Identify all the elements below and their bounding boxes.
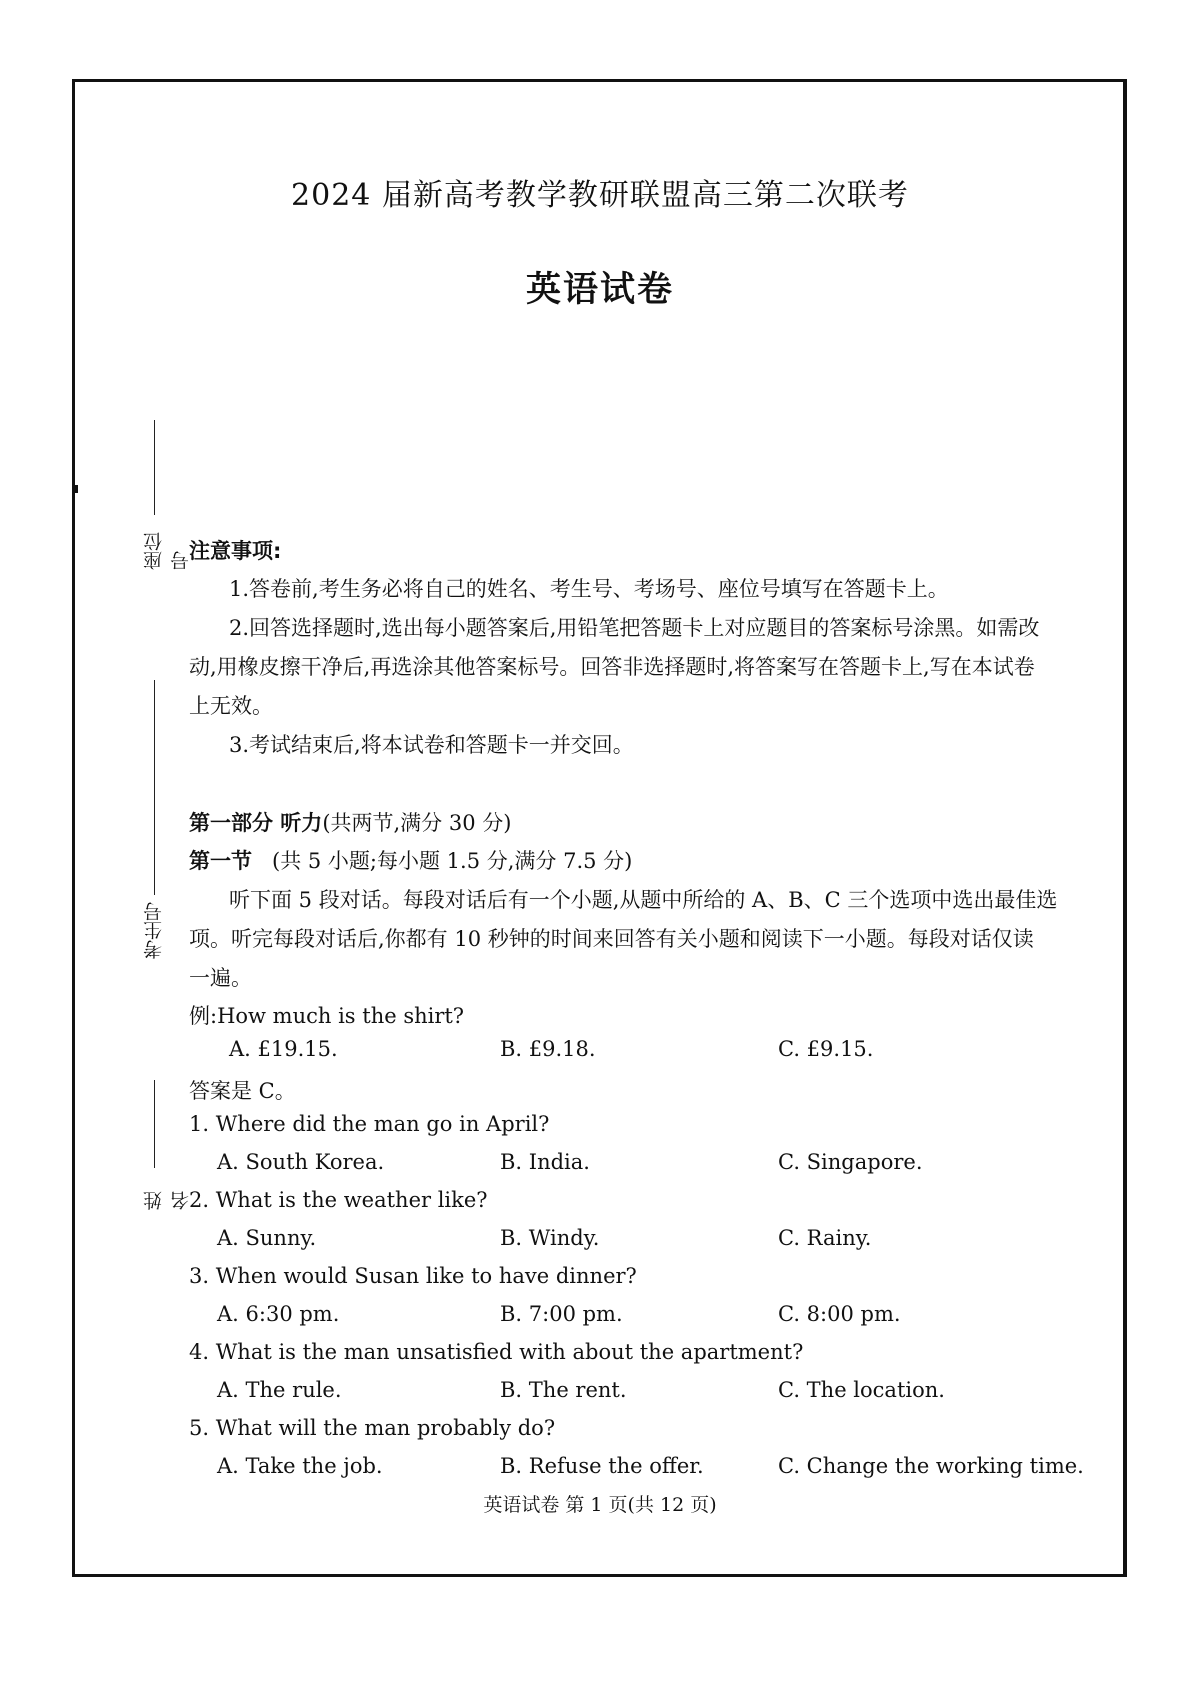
exam-number-line	[154, 680, 155, 895]
q4-option-a: A. The rule.	[217, 1378, 342, 1402]
question-4: 4. What is the man unsatisfied with about the apartment?	[189, 1340, 804, 1364]
notice-item-1: 1.答卷前,考生务必将自己的姓名、考生号、考场号、座位号填写在答题卡上。	[229, 577, 949, 601]
section-1-score: (共 5 小题;每小题 1.5 分,满分 7.5 分)	[272, 849, 633, 873]
part-1-score: (共两节,满分 30 分)	[322, 811, 512, 835]
notice-item-2: 2.回答选择题时,选出每小题答案后,用铅笔把答题卡上对应题目的答案标号涂黑。如需改	[229, 616, 1040, 640]
listening-instructions: 听下面 5 段对话。每段对话后有一个小题,从题中所给的 A、B、C 三个选项中选出最佳选	[229, 888, 1058, 912]
notice-item-3: 3.考试结束后,将本试卷和答题卡一并交回。	[229, 733, 634, 757]
q5-option-c: C. Change the working time.	[778, 1454, 1084, 1478]
q2-option-b: B. Windy.	[500, 1226, 600, 1250]
example-question: 例:How much is the shirt?	[189, 1004, 465, 1028]
exam-number-label: 考生号	[143, 902, 165, 959]
question-3: 3. When would Susan like to have dinner?	[189, 1264, 637, 1288]
example-option-a: A. £19.15.	[229, 1037, 338, 1061]
seat-number-field	[140, 420, 192, 570]
paper-subject-title: 英语试卷	[525, 270, 674, 310]
seat-number-label: 座位号	[143, 532, 192, 570]
name-field	[140, 1080, 192, 1210]
q5-option-a: A. Take the job.	[217, 1454, 383, 1478]
q5-option-b: B. Refuse the offer.	[500, 1454, 704, 1478]
exam-number-field	[140, 680, 165, 960]
q2-option-a: A. Sunny.	[217, 1226, 317, 1250]
notice-item-2-cont: 动,用橡皮擦干净后,再选涂其他答案标号。回答非选择题时,将答案写在答题卡上,写在本试卷	[189, 655, 1035, 679]
example-option-c: C. £9.15.	[778, 1037, 874, 1061]
section-1-title: 第一节	[189, 849, 252, 873]
question-1: 1. Where did the man go in April?	[189, 1112, 550, 1136]
example-option-b: B. £9.18.	[500, 1037, 596, 1061]
listening-instructions-cont: 项。听完每段对话后,你都有 10 秒钟的时间来回答有关小题和阅读下一小题。每段对话仅读	[189, 927, 1034, 951]
q2-option-c: C. Rainy.	[778, 1226, 872, 1250]
name-line	[154, 1080, 155, 1168]
q1-option-b: B. India.	[500, 1150, 590, 1174]
notice-item-2-end: 上无效。	[189, 694, 273, 718]
page-footer: 英语试卷 第 1 页(共 12 页)	[483, 1494, 717, 1516]
notice-heading: 注意事项:	[189, 539, 282, 563]
part-1-title: 第一部分 听力	[189, 811, 323, 835]
example-answer: 答案是 C。	[189, 1079, 296, 1103]
listening-instructions-end: 一遍。	[189, 966, 252, 990]
q3-option-c: C. 8:00 pm.	[778, 1302, 901, 1326]
binding-mark	[74, 485, 78, 493]
seat-number-line	[154, 420, 155, 515]
q3-option-a: A. 6:30 pm.	[217, 1302, 340, 1326]
name-label: 姓名	[143, 1191, 192, 1210]
question-2: 2. What is the weather like?	[189, 1188, 488, 1212]
q4-option-b: B. The rent.	[500, 1378, 627, 1402]
exam-title: 2024 届新高考教学教研联盟高三第二次联考	[291, 178, 909, 213]
question-5: 5. What will the man probably do?	[189, 1416, 556, 1440]
q4-option-c: C. The location.	[778, 1378, 945, 1402]
q1-option-a: A. South Korea.	[217, 1150, 385, 1174]
q3-option-b: B. 7:00 pm.	[500, 1302, 623, 1326]
part-1-heading	[189, 807, 511, 837]
section-1-heading	[189, 845, 632, 875]
q1-option-c: C. Singapore.	[778, 1150, 923, 1174]
page-content	[189, 0, 1084, 1698]
